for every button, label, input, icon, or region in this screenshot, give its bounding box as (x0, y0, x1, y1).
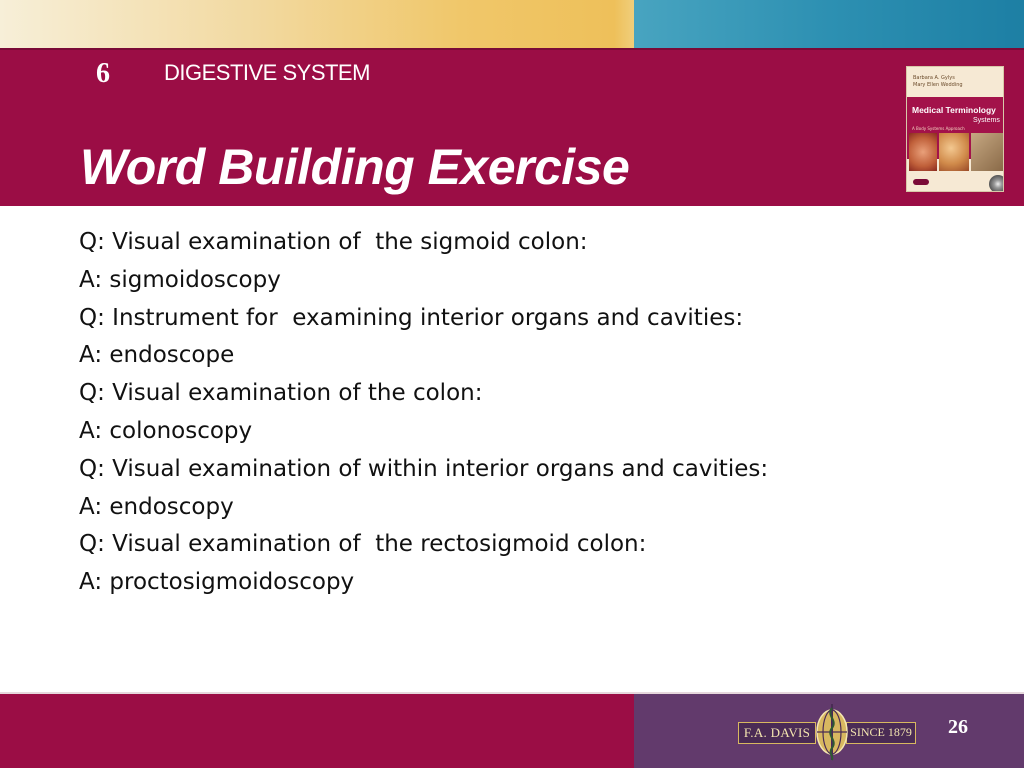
book-photo (939, 133, 969, 171)
publisher-since: SINCE 1879 (846, 722, 916, 744)
qa-line: A: endoscope (79, 342, 235, 369)
qa-line: Q: Visual examination of the sigmoid colon: (79, 229, 588, 255)
book-photo (971, 133, 1003, 171)
qa-line: A: proctosigmoidoscopy (79, 569, 355, 596)
book-title-line2: Systems (973, 117, 1000, 124)
qa-line: A: sigmoidoscopy (79, 266, 281, 293)
page-number: 26 (948, 716, 968, 738)
qa-line: Q: Instrument for examining interior organs and cavities: (79, 304, 744, 331)
book-author: Mary Ellen Wedding (913, 82, 963, 88)
qa-line: A: colonoscopy (79, 417, 253, 444)
chapter-number: 6 (96, 58, 110, 89)
cd-disc-icon (989, 175, 1004, 192)
publisher-mark-icon (913, 179, 929, 185)
slide-title: Word Building Exercise (80, 139, 630, 195)
publisher-name: F.A. DAVIS (738, 722, 816, 744)
qa-line: Q: Visual examination of the rectosigmoid colon: (79, 531, 647, 558)
qa-list (79, 224, 959, 602)
chapter-title: DIGESTIVE SYSTEM (164, 60, 370, 85)
book-subtitle: A Body Systems Approach (912, 126, 965, 131)
top-teal-strip (634, 0, 1024, 48)
book-authors (913, 75, 963, 89)
fa-davis-emblem-icon (812, 700, 852, 764)
qa-line: Q: Visual examination of within interior organs and cavities: (79, 455, 769, 482)
book-cover-image (906, 66, 1004, 192)
book-photo (909, 133, 937, 171)
qa-line: Q: Visual examination of the colon: (79, 380, 483, 407)
header-band-edge (0, 48, 1024, 50)
book-author: Barbara A. Gylys (913, 75, 955, 81)
book-title-line1: Medical Terminology (912, 105, 996, 115)
footer-left-band (0, 694, 634, 768)
qa-line: A: endoscopy (79, 493, 234, 520)
